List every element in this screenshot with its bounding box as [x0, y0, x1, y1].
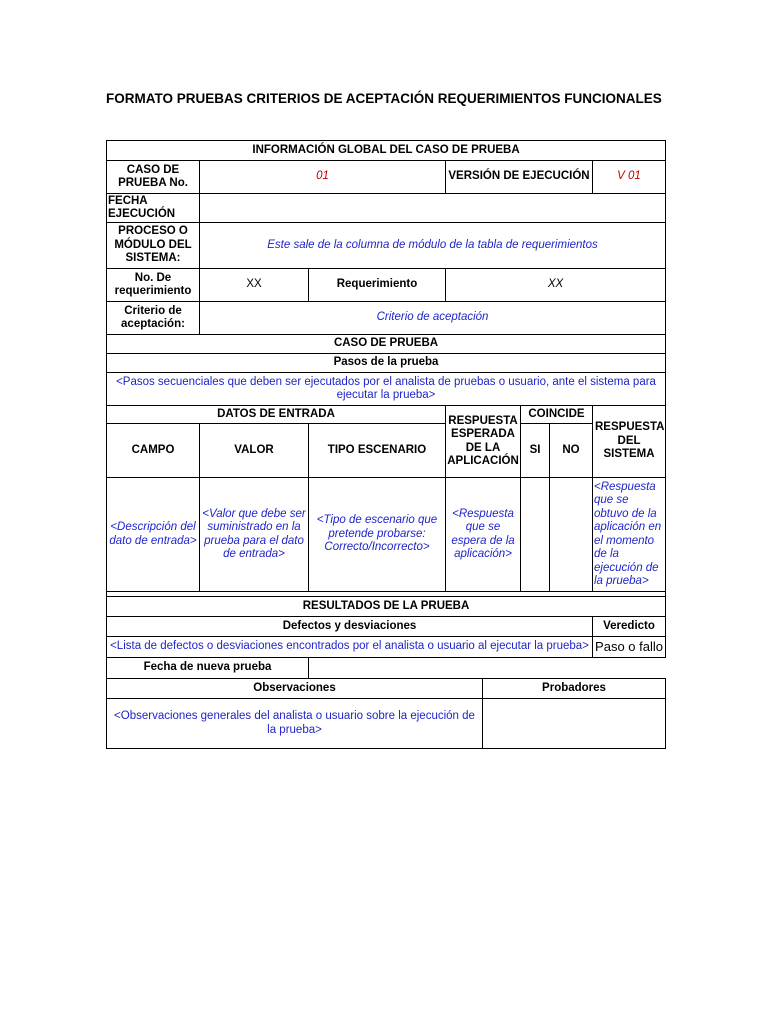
expected-response-cell[interactable]: <Respuesta que se espera de la aplicación> [446, 478, 521, 592]
test-case-header: CASO DE PRUEBA [107, 335, 666, 354]
system-response-cell[interactable]: <Respuesta que se obtuvo de la aplicación en el momento de la ejecución de la prueba> [593, 478, 666, 592]
case-number-label: CASO DE PRUEBA No. [107, 161, 200, 194]
testers-value[interactable] [483, 699, 666, 749]
global-info-header: INFORMACIÓN GLOBAL DEL CASO DE PRUEBA [107, 141, 666, 161]
match-yes-cell[interactable] [521, 478, 550, 592]
verdict-label: Veredicto [593, 617, 666, 637]
retest-date-value[interactable] [309, 658, 666, 679]
verdict-value[interactable]: Paso o fallo [593, 637, 666, 658]
test-case-form [106, 140, 666, 749]
defects-label: Defectos y desviaciones [107, 617, 593, 637]
input-field-cell[interactable]: <Descripción del dato de entrada> [107, 478, 200, 592]
requirement-number-label: No. De requerimiento [107, 269, 200, 302]
execution-version-label: VERSIÓN DE EJECUCIÓN [446, 161, 593, 194]
match-header: COINCIDE [521, 406, 593, 424]
execution-version-value[interactable]: V 01 [593, 161, 666, 194]
execution-date-value[interactable] [200, 194, 666, 223]
retest-date-label: Fecha de nueva prueba [107, 658, 309, 679]
input-data-header: DATOS DE ENTRADA [107, 406, 446, 424]
match-no-cell[interactable] [550, 478, 593, 592]
no-column-header: NO [550, 424, 593, 478]
input-value-cell[interactable]: <Valor que debe ser suministrado en la prueba para el dato de entrada> [200, 478, 309, 592]
case-number-value[interactable]: 01 [200, 161, 446, 194]
requirement-label: Requerimiento [309, 269, 446, 302]
process-module-value[interactable]: Este sale de la columna de módulo de la tabla de requerimientos [200, 223, 666, 269]
yes-column-header: SI [521, 424, 550, 478]
observations-value[interactable]: <Observaciones generales del analista o usuario sobre la ejecución de la prueba> [107, 699, 483, 749]
document-title: FORMATO PRUEBAS CRITERIOS DE ACEPTACIÓN REQUERIMIENTOS FUNCIONALES [106, 91, 662, 106]
value-column-header: VALOR [200, 424, 309, 478]
observations-label: Observaciones [107, 679, 483, 699]
acceptance-criteria-label: Criterio de aceptación: [107, 302, 200, 335]
defects-value[interactable]: <Lista de defectos o desviaciones encontrados por el analista o usuario al ejecutar la prueba> [107, 637, 593, 658]
scenario-type-cell[interactable]: <Tipo de escenario que pretende probarse: Correcto/Incorrecto> [309, 478, 446, 592]
requirement-value[interactable]: XX [446, 269, 666, 302]
test-steps-value[interactable]: <Pasos secuenciales que deben ser ejecutados por el analista de pruebas o usuario, ante el sistema para ejecutar la prueba> [107, 373, 666, 406]
expected-response-header: RESPUESTA ESPERADA DE LA APLICACIÓN [446, 406, 521, 478]
system-response-header: RESPUESTA DEL SISTEMA [593, 406, 666, 478]
results-header: RESULTADOS DE LA PRUEBA [107, 597, 666, 617]
process-module-label: PROCESO O MÓDULO DEL SISTEMA: [107, 223, 200, 269]
field-column-header: CAMPO [107, 424, 200, 478]
scenario-column-header: TIPO ESCENARIO [309, 424, 446, 478]
requirement-number-value[interactable]: XX [200, 269, 309, 302]
testers-label: Probadores [483, 679, 666, 699]
test-steps-label: Pasos de la prueba [107, 354, 666, 373]
execution-date-label: FECHA EJECUCIÓN [107, 194, 200, 223]
acceptance-criteria-value[interactable]: Criterio de aceptación [200, 302, 666, 335]
